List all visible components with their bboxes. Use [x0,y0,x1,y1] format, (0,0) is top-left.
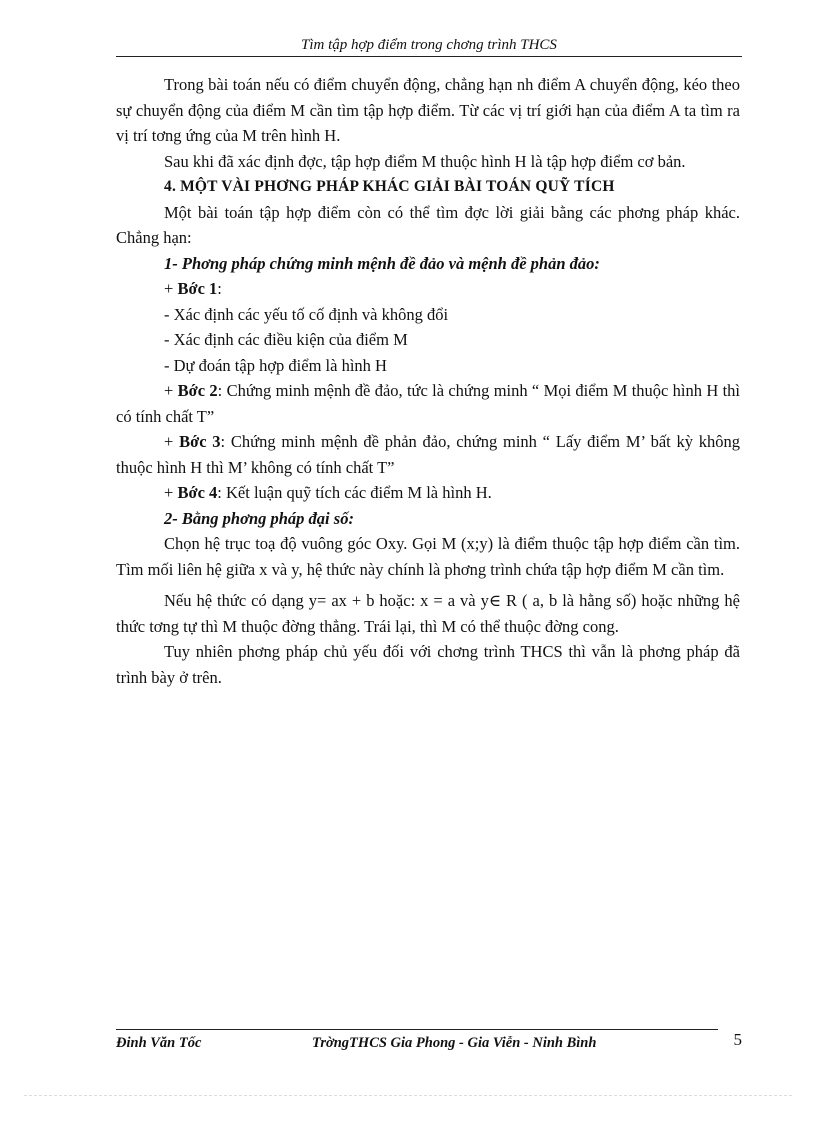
step-label: Bớc 3 [179,432,221,451]
step-line [116,276,740,302]
paragraph: Chọn hệ trục toạ độ vuông góc Oxy. Gọi M (x;y) là điểm thuộc tập hợp điểm cần tìm. Tìm mối liên hệ giữa x và y, hệ thức này chính là phơng trình chứa tập hợp điểm M cần tìm. [116,534,740,579]
page-number: 5 [733,1030,742,1049]
step-text: : Chứng minh mệnh đề đảo, tức là chứng minh “ Mọi điểm M thuộc hình H thì có tính chất T” [116,381,740,426]
step-line [116,429,740,480]
page-bottom-border [24,1095,792,1096]
step-prefix: + [164,381,178,400]
step-label: Bớc 2 [177,381,218,400]
page-content [116,72,740,690]
method-heading: 1- Phơng pháp chứng minh mệnh đề đảo và mệnh đề phản đảo: [164,253,600,273]
paragraph: Sau khi đã xác định đợc, tập hợp điểm M thuộc hình H là tập hợp điểm cơ bản. [164,151,686,171]
step-line [116,378,740,429]
step-line [116,480,740,506]
footer-divider [116,1029,718,1030]
footer-school: TrờngTHCS Gia Phong - Gia Viễn - Ninh Bình [312,1035,597,1051]
step-text: : Chứng minh mệnh đề phản đảo, chứng minh “ Lấy điểm M’ bất kỳ không thuộc hình H thì M’ không có tính chất T” [116,432,740,477]
section-heading: 4. MỘT VÀI PHƠNG PHÁP KHÁC GIẢI BÀI TOÁN QUỸ TÍCH [164,178,615,195]
page-header [116,36,742,57]
list-item: - Xác định các điều kiện của điểm M [164,330,408,349]
paragraph: Một bài toán tập hợp điểm còn có thể tìm đợc lời giải bằng các phơng pháp khác. Chẳng hạn: [116,202,740,247]
paragraph: Trong bài toán nếu có điểm chuyển động, chẳng hạn nh điểm A chuyển động, kéo theo sự chuyển động của điểm M cần tìm tập hợp điểm. Từ các vị trí giới hạn của điểm A ta tìm ra vị trí tơng ứng của M trên hình H. [116,75,740,145]
step-prefix: + [164,483,178,502]
page-footer [116,1030,742,1054]
paragraph: Nếu hệ thức có dạng y= ax + b hoặc: x = a và y∈ R ( a, b là hằng số) hoặc những hệ thức tơng tự thì M thuộc đờng thẳng. Trái lại, thì M có thể thuộc đờng cong. [116,591,740,636]
step-label: Bớc 1 [177,279,218,298]
step-prefix: + [164,432,180,451]
list-item: - Dự đoán tập hợp điểm là hình H [164,355,387,375]
paragraph: Tuy nhiên phơng pháp chủ yếu đối với chơng trình THCS thì vẫn là phơng pháp đã trình bày ở trên. [116,642,740,687]
step-prefix: + [164,279,178,298]
step-text: : Kết luận quỹ tích các điểm M là hình H. [217,483,492,502]
method-heading: 2- Bằng phơng pháp đại số: [164,508,354,528]
list-item: - Xác định các yếu tố cố định và không đổi [164,304,449,324]
step-text: : [217,279,222,298]
step-label: Bớc 4 [177,483,218,502]
footer-author: Đinh Văn Tốc [116,1035,202,1051]
header-title: Tìm tập hợp điểm trong chơng trình THCS [301,37,557,53]
